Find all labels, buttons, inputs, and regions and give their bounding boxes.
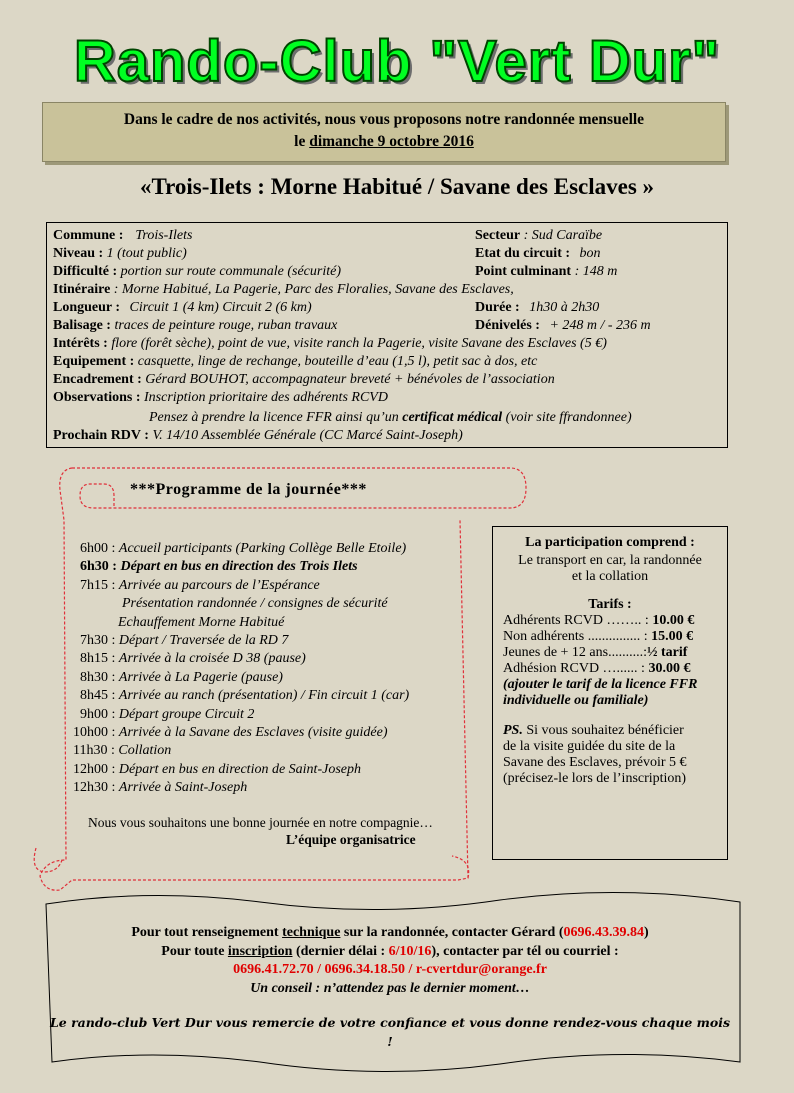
rdv-value: V. 14/10 Assemblée Générale (CC Marcé Saint-Joseph) <box>152 428 463 443</box>
participation-line-2: et la collation <box>571 569 649 584</box>
programme-time: 6h30 <box>80 559 109 575</box>
participation-line-1: Le transport en car, la randonnée <box>518 553 702 568</box>
footer-line-5: Le rando-club Vert Dur vous remercie de votre confiance et vous donne rendez-vous chaque mois ! <box>49 1015 731 1049</box>
footer-line-4: Un conseil : n’attendez pas le dernier moment… <box>250 980 530 996</box>
programme-time: 12h00 <box>73 761 108 777</box>
tarif-row <box>503 629 727 645</box>
programme-text: Collation <box>118 743 172 759</box>
licence-suffix: (voir site ffrandonnee) <box>502 410 632 425</box>
programme-time: 7h15 <box>80 577 108 593</box>
tarif-row <box>503 645 727 661</box>
programme-item: 9h00 : Départ groupe Circuit 2 <box>80 706 255 722</box>
footer-line-3 <box>48 961 732 980</box>
programme-text: Arrivée à Saint-Joseph <box>118 780 248 796</box>
intro-line-1: Dans le cadre de nos activités, nous vous proposons notre randonnée mensuelle <box>123 111 645 128</box>
programme-text: Arrivée au parcours de l’Espérance <box>118 577 320 593</box>
programme-time: 10h00 <box>73 725 108 740</box>
programme-text: Départ / Traversée de la RD 7 <box>118 633 289 648</box>
programme-item: 10h00 : Arrivée à la Savane des Esclaves (visite guidée) <box>73 725 388 740</box>
footer <box>48 924 732 1051</box>
deadline-date: 6/10/16 <box>388 943 432 959</box>
longueur-label: Longueur : <box>53 300 121 315</box>
programme-text: Départ en bus en direction des Trois Ilets <box>120 559 358 575</box>
programme-time: 8h30 <box>80 669 108 685</box>
programme-item: 8h30 : Arrivée à La Pagerie (pause) <box>80 669 283 685</box>
separator: / <box>313 962 325 977</box>
programme-item: 12h30 : Arrivée à Saint-Joseph <box>73 780 248 796</box>
phone-1[interactable]: 0696.41.72.70 <box>233 962 314 977</box>
programme-time: 8h45 <box>80 688 108 704</box>
tarif-value: ½ tarif <box>647 645 688 660</box>
commune-value: Trois-Ilets <box>135 228 193 243</box>
footer-text-part: Pour tout renseignement <box>131 925 283 940</box>
footer-text-part: ) <box>644 925 649 940</box>
programme-item: 8h45 : Arrivée au ranch (présentation) / Fin circuit 1 (car) <box>80 688 410 704</box>
ps-line-3: Savane des Esclaves, prévoir 5 € <box>503 755 687 770</box>
interets-label: Intérêts : <box>53 336 108 351</box>
point-value: : 148 m <box>574 264 618 279</box>
encadrement-label: Encadrement : <box>53 372 142 387</box>
secteur-label: Secteur <box>475 228 521 243</box>
programme-item: 12h00 : Départ en bus en direction de Saint-Joseph <box>73 761 361 777</box>
tarif-label: Non adhérents ............... : <box>503 629 648 644</box>
programme-time: 8h15 <box>80 651 108 667</box>
tarif-value: 30.00 € <box>648 661 691 676</box>
footer-line-1 <box>48 924 732 943</box>
tarif-row <box>503 661 727 677</box>
programme-time: 12h30 <box>73 780 108 796</box>
programme-item: 6h00 : Accueil participants (Parking Collège Belle Etoile) <box>80 541 407 556</box>
phone-2[interactable]: 0696.34.18.50 <box>324 962 405 977</box>
programme-item: 11h30 : Collation <box>73 743 172 759</box>
itineraire-label: Itinéraire <box>53 282 111 297</box>
info-box <box>46 222 728 448</box>
tarif-row <box>503 613 727 629</box>
programme-time: 11h30 <box>73 743 108 759</box>
footer-text-part: Pour toute <box>161 943 228 959</box>
ps-line-4: (précisez-le lors de l’inscription) <box>503 771 687 786</box>
hike-title: «Trois-Ilets : Morne Habitué / Savane des Esclaves » <box>139 174 655 199</box>
participation-title: La participation comprend : <box>525 535 695 550</box>
programme-text: Arrivée à la croisée D 38 (pause) <box>118 651 306 667</box>
commune-label: Commune : <box>53 228 124 243</box>
equipement-label: Equipement : <box>53 354 135 369</box>
footer-line-2 <box>48 943 732 962</box>
footer-text-part: ), contacter par tél ou courriel : <box>431 943 619 959</box>
programme-text: Accueil participants (Parking Collège Belle Etoile) <box>118 541 407 556</box>
programme-text: Présentation randonnée / consignes de sécurité <box>122 596 388 612</box>
programme-signature: L’équipe organisatrice <box>286 832 416 847</box>
niveau-value: 1 (tout public) <box>106 246 187 261</box>
programme-text: Arrivée à La Pagerie (pause) <box>118 669 283 685</box>
programme-item: 8h15 : Arrivée à la croisée D 38 (pause) <box>80 651 306 667</box>
programme-title: ***Programme de la journée*** <box>130 481 367 498</box>
difficulte-value: portion sur route communale (sécurité) <box>120 264 341 279</box>
secteur-value: : Sud Caraïbe <box>523 228 603 243</box>
niveau-label: Niveau : <box>53 246 104 261</box>
footer-text-part: (dernier délai : <box>292 943 389 959</box>
intro-line-2 <box>43 131 725 153</box>
encadrement-value: Gérard BOUHOT, accompagnateur breveté + bénévoles de l’association <box>145 372 555 387</box>
club-title: Rando-Club "Vert Dur" <box>73 29 721 94</box>
etat-label: Etat du circuit : <box>475 246 571 261</box>
ps-label: PS. <box>503 723 523 738</box>
difficulte-label: Difficulté : <box>53 264 118 279</box>
point-label: Point culminant <box>475 264 572 279</box>
intro-prefix: le <box>294 133 310 150</box>
tarif-label: Jeunes de + 12 ans..........: <box>503 645 647 660</box>
programme-item <box>122 595 388 613</box>
balisage-value: traces de peinture rouge, ruban travaux <box>114 318 338 333</box>
itineraire-value: : Morne Habitué, La Pagerie, Parc des Floralies, Savane des Esclaves, <box>113 282 514 297</box>
licence-prefix: Pensez à prendre la licence FFR ainsi qu’un <box>149 410 403 425</box>
deniveles-label: Dénivelés : <box>475 318 540 333</box>
tarif-value: 10.00 € <box>652 613 695 628</box>
licence-note-1: (ajouter le tarif de la licence FFR <box>503 677 698 692</box>
rdv-label: Prochain RDV : <box>53 428 149 443</box>
programme-text: Echauffement Morne Habitué <box>118 614 285 630</box>
etat-value: bon <box>579 246 601 261</box>
tarif-value: 15.00 € <box>651 629 694 644</box>
programme-text: Départ en bus en direction de Saint-Joseph <box>118 761 361 777</box>
footer-underlined: technique <box>282 925 341 940</box>
phone-gerard[interactable]: 0696.43.39.84 <box>563 925 644 940</box>
deniveles-value: + 248 m / - 236 m <box>549 318 651 333</box>
programme-time: 6h00 <box>80 541 108 556</box>
programme-text: Arrivée à la Savane des Esclaves (visite guidée) <box>118 725 388 740</box>
programme-time: 7h30 <box>80 633 108 648</box>
balisage-label: Balisage : <box>53 318 111 333</box>
participation-box <box>492 526 728 860</box>
email-link[interactable]: r-cvertdur@orange.fr <box>415 962 547 977</box>
tarifs-title: Tarifs : <box>588 597 632 612</box>
intro-date: dimanche 9 octobre 2016 <box>309 133 474 150</box>
interets-value: flore (forêt sèche), point de vue, visite ranch la Pagerie, visite Savane des Esclaves (5 €) <box>111 336 607 351</box>
tarif-label: Adhérents RCVD …….. : <box>503 613 649 628</box>
programme-item: 6h30 : Départ en bus en direction des Trois Ilets <box>80 559 358 575</box>
ps-text-1: Si vous souhaitez bénéficier <box>522 723 684 738</box>
duree-label: Durée : <box>475 300 520 315</box>
intro-box <box>42 102 726 162</box>
programme-text: Départ groupe Circuit 2 <box>118 706 255 722</box>
licence-note-2: individuelle ou familiale) <box>503 693 649 708</box>
programme-item: 7h15 : Arrivée au parcours de l’Espérance <box>80 577 320 593</box>
programme-text: Arrivée au ranch (présentation) / Fin circuit 1 (car) <box>118 688 410 704</box>
ps-line-2: de la visite guidée du site de la <box>503 739 676 754</box>
programme-closing: Nous vous souhaitons une bonne journée en notre compagnie… <box>88 815 433 830</box>
programme-time: 9h00 <box>80 706 108 722</box>
equipement-value: casquette, linge de rechange, bouteille d’eau (1,5 l), petit sac à dos, etc <box>137 354 538 369</box>
programme-item: 7h30 : Départ / Traversée de la RD 7 <box>80 633 289 648</box>
longueur-value: Circuit 1 (4 km) Circuit 2 (6 km) <box>129 300 312 315</box>
duree-value: 1h30 à 2h30 <box>529 300 600 315</box>
ps-line-1 <box>503 723 727 739</box>
tarif-label: Adhésion RCVD …...... : <box>503 661 645 676</box>
licence-bold: certificat médical <box>402 410 503 425</box>
footer-underlined: inscription <box>227 943 293 959</box>
separator: / <box>404 962 416 977</box>
observations-label: Observations : <box>53 390 141 405</box>
observations-value: Inscription prioritaire des adhérents RCVD <box>144 390 388 405</box>
programme-item <box>118 614 284 632</box>
footer-text-part: sur la randonnée, contacter Gérard ( <box>340 925 564 940</box>
